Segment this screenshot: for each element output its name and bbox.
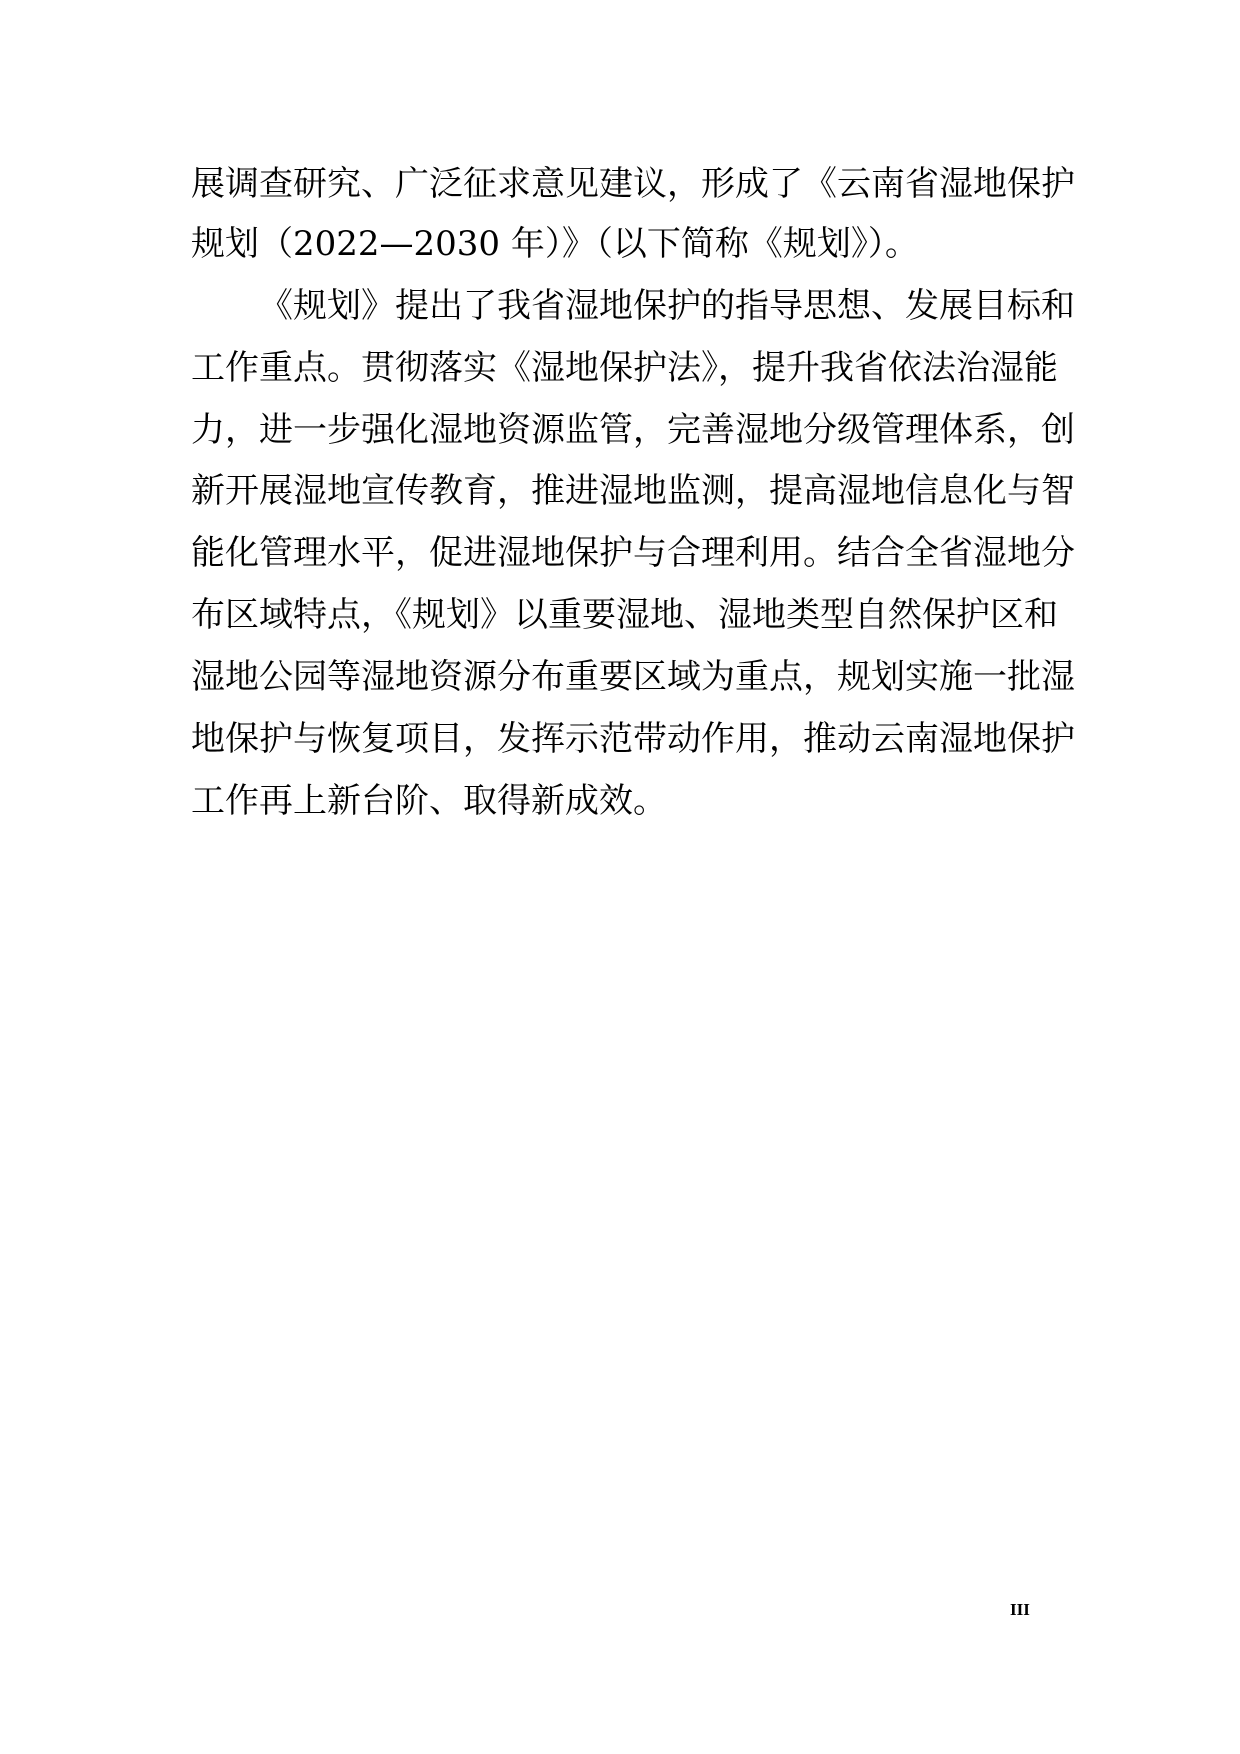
paragraph-line: 工作重点。贯彻落实《湿地保护法》，提升我省依法治湿能	[191, 348, 1058, 388]
paragraph-line: 地保护与恢复项目，发挥示范带动作用，推动云南湿地保护	[191, 719, 1075, 759]
paragraph-line: 湿地公园等湿地资源分布重要区域为重点，规划实施一批湿	[191, 657, 1075, 697]
paragraph-line: 布区域特点，《规划》以重要湿地、湿地类型自然保护区和	[191, 595, 1058, 635]
paragraph-line: 力，进一步强化湿地资源监管，完善湿地分级管理体系，创	[191, 410, 1075, 450]
page-number: III	[1010, 1600, 1030, 1619]
paragraph-line: 新开展湿地宣传教育，推进湿地监测，提高湿地信息化与智	[191, 471, 1075, 511]
paragraph-line: 能化管理水平，促进湿地保护与合理利用。结合全省湿地分	[191, 533, 1075, 573]
paragraph-line: 工作再上新台阶、取得新成效。	[191, 781, 667, 821]
paragraph-line: 展调查研究、广泛征求意见建议，形成了《云南省湿地保护	[191, 164, 1075, 204]
paragraph-line: 规划（2022—2030 年）》（以下简称《规划》）。	[191, 224, 919, 264]
paragraph-line: 《规划》提出了我省湿地保护的指导思想、发展目标和	[259, 286, 1075, 326]
